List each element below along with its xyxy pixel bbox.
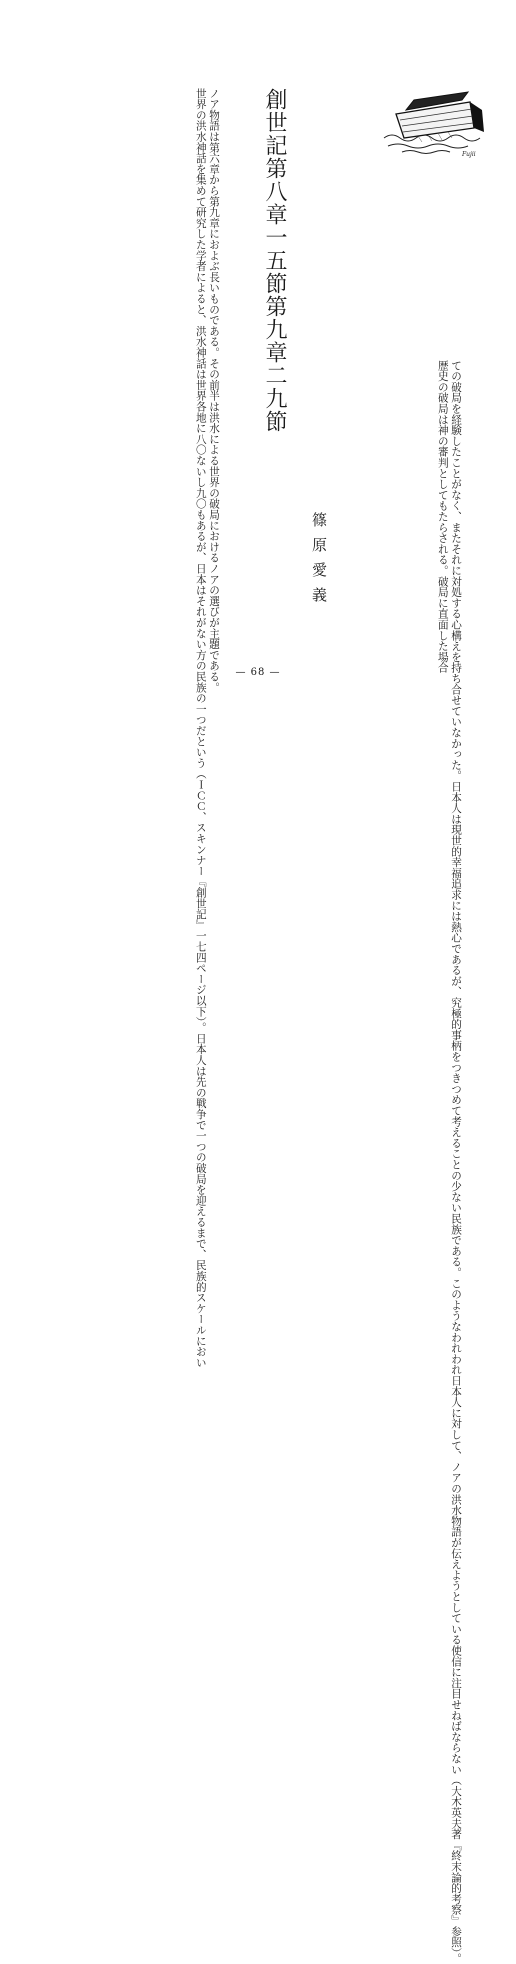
paragraph: ての破局を経験したことがなく、またそれに対処する心構えを持ち合せていなかった。日本人は現世的幸福追求には熱心であるが、究極的事柄をつきつめて考えることの少ない民族である。このようなわれわれ日本人に対して、ノアの洪水物語が伝えようとしている使信に注目せねばならない（大木英夫著『終末論的考察』参照）。 — [450, 360, 462, 1964]
paragraph: ノア物語は第六章から第九章におよぶ長いものである。その前半は洪水による世界の破局におけるノアの選びが主題である。 — [208, 88, 220, 693]
title-part-1: 創世記第八章一五節 — [262, 88, 287, 295]
ark-illustration — [378, 80, 498, 162]
author-name: 篠原愛義 — [310, 512, 328, 612]
body-text-upper — [62, 88, 220, 1368]
page-title — [262, 88, 286, 433]
paragraph: 世界の洪水神話を集めて研究した学者によると、洪水神話は世界各地に八〇ないし九〇もあるが、日本はそれがない方の民族の一つだという（ＩＣＣ、スキンナー『創世記』一七四ページ以下）。日本人は先の戦争で一つの破局を迎えるまで、民族的スケールにおい — [194, 88, 207, 1368]
page-number: — 68 — — [235, 667, 281, 678]
title-part-2: 第九章二九節 — [262, 295, 287, 433]
illustration-signature: Fujii — [462, 151, 476, 158]
paragraph: 歴史の破局は神の審判としてもたらされる。破局に直面した場合 — [436, 360, 449, 674]
body-text-lower — [311, 360, 462, 1964]
